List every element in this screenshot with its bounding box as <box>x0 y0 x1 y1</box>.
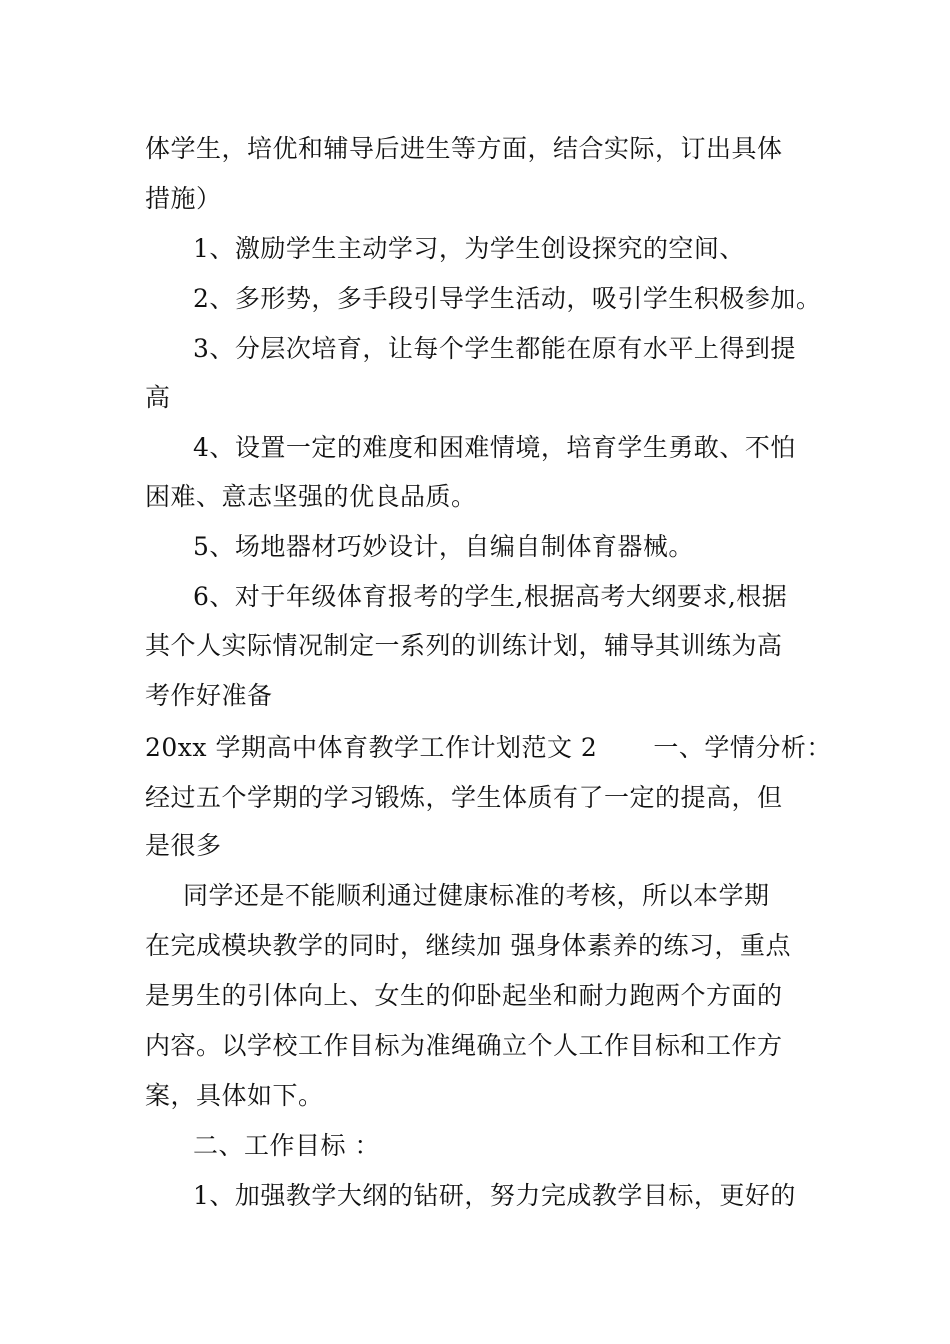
list-item: 2、多形势，多手段引导学生活动，吸引学生积极参加。 <box>193 284 822 313</box>
list-item: 1、激励学生主动学习，为学生创设探究的空间、 <box>193 234 745 263</box>
list-item: 3、分层次培育，让每个学生都能在原有水平上得到提 <box>193 334 796 363</box>
text-line: 考作好准备 <box>145 681 273 710</box>
text-line: 体学生，培优和辅导后进生等方面，结合实际，订出具体 <box>145 134 783 163</box>
text-line: 困难、意志坚强的优良品质。 <box>145 482 477 511</box>
text-line: 在完成模块教学的同时，继续加 强身体素养的练习，重点 <box>145 931 791 960</box>
list-item: 4、设置一定的难度和困难情境，培育学生勇敢、不怕 <box>193 433 796 462</box>
text-line: 其个人实际情况制定一系列的训练计划，辅导其训练为高 <box>145 631 783 660</box>
list-item: 1、加强教学大纲的钻研，努力完成教学目标，更好的 <box>193 1181 796 1210</box>
section-heading <box>145 728 832 768</box>
text-line: 经过五个学期的学习锻炼，学生体质有了一定的提高，但 <box>145 783 783 812</box>
list-item: 6、对于年级体育报考的学生,根据高考大纲要求,根据 <box>193 582 788 611</box>
text-line: 高 <box>145 383 171 412</box>
text-line: 措施） <box>145 184 222 213</box>
text-line: 同学还是不能顺利通过健康标准的考核，所以本学期 <box>183 881 770 910</box>
text-line: 案，具体如下。 <box>145 1081 324 1110</box>
text-line: 是很多 <box>145 831 222 860</box>
section-heading-subtitle: 一、学情分析： <box>653 733 832 762</box>
text-line: 内容。以学校工作目标为准绳确立个人工作目标和工作方 <box>145 1031 783 1060</box>
list-item: 5、场地器材巧妙设计，自编自制体育器械。 <box>193 532 694 561</box>
section-heading-title: 20xx 学期高中体育教学工作计划范文 2 <box>145 733 598 762</box>
text-line: 是男生的引体向上、女生的仰卧起坐和耐力跑两个方面的 <box>145 981 783 1010</box>
heading: 二、工作目标 ： <box>193 1131 380 1160</box>
